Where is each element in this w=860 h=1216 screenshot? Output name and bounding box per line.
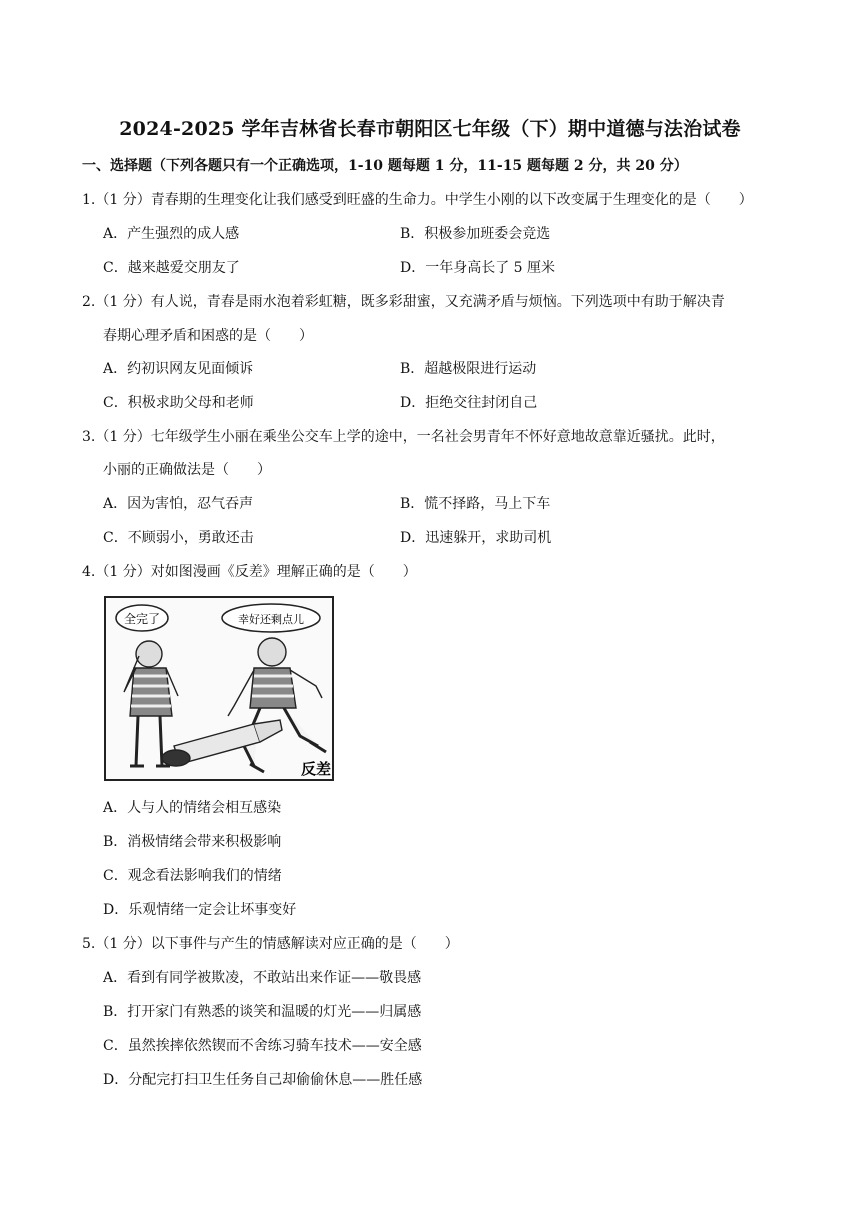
question-2-option-b: B．超越极限进行运动 [400,361,537,377]
question-5-option-b: B．打开家门有熟悉的谈笑和温暖的灯光——归属感 [103,1004,422,1020]
question-2-stem-continued: 春期心理矛盾和困惑的是（ ） [103,328,313,344]
section-heading: 一、选择题（下列各题只有一个正确选项，1-10 题每题 1 分，11-15 题每题 2 分，共 20 分） [82,158,688,174]
question-2-option-d: D．拒绝交往封闭自己 [400,395,538,411]
question-5-option-a: A．看到有同学被欺凌，不敢站出来作证——敬畏感 [103,970,422,986]
question-2-stem: 2.（1 分）有人说，青春是雨水泡着彩虹糖，既多彩甜蜜，又充满矛盾与烦恼。下列选项中有助于解决青 [82,294,725,310]
question-3-stem-continued: 小丽的正确做法是（ ） [103,462,271,478]
question-5-option-d: D．分配完打扫卫生任务自己却偷偷休息——胜任感 [103,1072,423,1088]
question-4-stem: 4.（1 分）对如图漫画《反差》理解正确的是（ ） [82,564,417,580]
question-2-option-a: A．约初识网友见面倾诉 [103,361,254,377]
question-4-option-a: A．人与人的情绪会相互感染 [103,800,282,816]
question-1-option-b: B．积极参加班委会竞选 [400,226,551,242]
question-1-option-d: D．一年身高长了 5 厘米 [400,260,556,276]
question-3-option-a: A．因为害怕，忍气吞声 [103,496,254,512]
question-3-option-b: B．慌不择路，马上下车 [400,496,551,512]
question-3-option-c: C．不顾弱小，勇敢还击 [103,530,254,546]
question-1-option-a: A．产生强烈的成人感 [103,226,240,242]
question-2-option-c: C．积极求助父母和老师 [103,395,254,411]
question-5-option-c: C．虽然挨摔依然锲而不舍练习骑车技术——安全感 [103,1038,422,1054]
exam-title: 2024-2025 学年吉林省长春市朝阳区七年级（下）期中道德与法治试卷 [119,118,741,140]
question-4-option-b: B．消极情绪会带来积极影响 [103,834,282,850]
question-4-option-c: C．观念看法影响我们的情绪 [103,868,282,884]
left-bubble-text: 全完了 [123,612,161,626]
right-bubble-text: 幸好还剩点儿 [238,613,304,626]
cartoon-image [104,596,334,781]
question-3-stem: 3.（1 分）七年级学生小丽在乘坐公交车上学的途中，一名社会男青年不怀好意地故意靠近骚扰。此时， [82,429,725,445]
question-4-option-d: D．乐观情绪一定会让坏事变好 [103,902,297,918]
question-1-stem: 1.（1 分）青春期的生理变化让我们感受到旺盛的生命力。中学生小刚的以下改变属于生理变化的是（ ） [82,192,753,208]
question-3-option-d: D．迅速躲开，求助司机 [400,530,552,546]
question-5-stem: 5.（1 分）以下事件与产生的情感解读对应正确的是（ ） [82,936,459,952]
question-1-option-c: C．越来越爱交朋友了 [103,260,240,276]
cartoon-caption: 反差 [301,760,332,778]
